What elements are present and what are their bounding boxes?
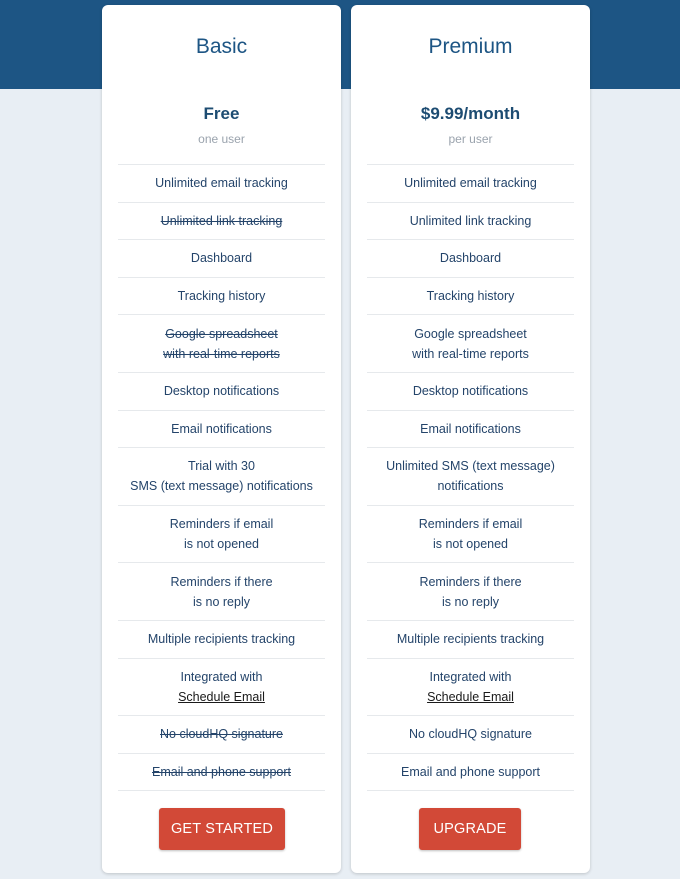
- feature-line: Multiple recipients tracking: [396, 632, 545, 647]
- feature-item: [367, 411, 574, 449]
- feature-text: [419, 572, 521, 612]
- feature-text: [191, 248, 252, 268]
- feature-line: Integrated with: [429, 669, 512, 684]
- upgrade-button[interactable]: UPGRADE: [419, 808, 521, 850]
- feature-line: Google spreadsheet: [165, 326, 278, 341]
- feature-line: Reminders if there: [170, 574, 273, 589]
- get-started-button[interactable]: GET STARTED: [159, 808, 285, 850]
- feature-line: Unlimited email tracking: [155, 176, 288, 191]
- feature-item: [367, 659, 574, 717]
- feature-text: [386, 456, 555, 496]
- feature-item: [118, 203, 325, 241]
- feature-item: [118, 240, 325, 278]
- feature-item: [367, 373, 574, 411]
- feature-line: Unlimited link tracking: [160, 213, 283, 228]
- feature-item: [367, 448, 574, 506]
- feature-line: Trial with 30: [188, 459, 255, 474]
- feature-text: [163, 324, 280, 364]
- feature-line: with real-time reports: [163, 346, 280, 361]
- feature-item: [118, 659, 325, 717]
- feature-text: [148, 629, 295, 649]
- feature-item: [367, 278, 574, 316]
- plan-card-premium: [351, 5, 590, 873]
- feature-text: [164, 381, 279, 401]
- feature-text: [397, 629, 544, 649]
- plan-price: $9.99/month: [420, 104, 521, 123]
- feature-item: [118, 621, 325, 659]
- feature-item: [367, 240, 574, 278]
- feature-line: Tracking history: [426, 289, 515, 304]
- feature-text: [410, 211, 532, 231]
- feature-item: [367, 203, 574, 241]
- feature-line: Unlimited SMS (text message): [386, 459, 555, 474]
- feature-line: Reminders if there: [419, 574, 522, 589]
- feature-line: Dashboard: [439, 251, 502, 266]
- feature-line: Email and phone support: [152, 765, 291, 780]
- feature-text: [409, 724, 532, 744]
- feature-item: [118, 754, 325, 792]
- feature-list: [118, 164, 325, 791]
- feature-list: [367, 164, 574, 791]
- feature-item: [118, 165, 325, 203]
- feature-text: [404, 173, 537, 193]
- feature-line: Desktop notifications: [412, 384, 529, 399]
- feature-item: [118, 411, 325, 449]
- feature-text: [152, 762, 291, 782]
- feature-line: is not opened: [432, 537, 509, 552]
- feature-item: [118, 278, 325, 316]
- feature-line: is no reply: [442, 594, 499, 609]
- feature-text: [155, 173, 288, 193]
- feature-text: [427, 667, 514, 707]
- feature-text: [401, 762, 540, 782]
- feature-line: No cloudHQ signature: [160, 727, 283, 742]
- feature-line: Email and phone support: [401, 765, 540, 780]
- feature-item: [367, 621, 574, 659]
- feature-item: [367, 716, 574, 754]
- feature-line: [178, 687, 265, 707]
- feature-item: [367, 165, 574, 203]
- feature-line: Tracking history: [177, 289, 266, 304]
- feature-text: [413, 381, 528, 401]
- feature-text: [130, 456, 313, 496]
- feature-line: Desktop notifications: [163, 384, 280, 399]
- feature-line: Email notifications: [171, 421, 272, 436]
- plan-price-subtitle: one user: [198, 132, 245, 146]
- feature-item: [367, 315, 574, 373]
- feature-line: Multiple recipients tracking: [147, 632, 296, 647]
- feature-line: Dashboard: [190, 251, 253, 266]
- feature-text: [160, 724, 283, 744]
- feature-line: Reminders if email: [418, 517, 523, 532]
- feature-item: [367, 563, 574, 621]
- feature-line: is no reply: [193, 594, 250, 609]
- plan-name: Premium: [428, 35, 513, 58]
- feature-line: Email notifications: [420, 421, 521, 436]
- feature-item: [118, 506, 325, 564]
- plan-name: Basic: [195, 35, 248, 58]
- plan-price: Free: [203, 104, 240, 123]
- feature-text: [161, 211, 283, 231]
- feature-text: [412, 324, 529, 364]
- feature-text: [420, 419, 521, 439]
- feature-line: [427, 687, 514, 707]
- feature-line: with real-time reports: [412, 346, 529, 361]
- schedule-email-link[interactable]: Schedule Email: [427, 689, 514, 704]
- schedule-email-link[interactable]: Schedule Email: [178, 689, 265, 704]
- feature-line: Unlimited link tracking: [409, 213, 532, 228]
- feature-item: [118, 448, 325, 506]
- feature-item: [118, 373, 325, 411]
- feature-text: [170, 572, 272, 612]
- feature-item: [367, 506, 574, 564]
- plan-card-basic: [102, 5, 341, 873]
- plan-price-subtitle: per user: [448, 132, 493, 146]
- feature-item: [118, 716, 325, 754]
- feature-text: [170, 514, 274, 554]
- feature-text: [178, 286, 266, 306]
- feature-text: [427, 286, 515, 306]
- feature-line: Integrated with: [180, 669, 263, 684]
- feature-item: [118, 315, 325, 373]
- feature-line: No cloudHQ signature: [409, 727, 532, 742]
- feature-line: Reminders if email: [169, 517, 274, 532]
- feature-text: [171, 419, 272, 439]
- feature-line: notifications: [437, 479, 504, 494]
- feature-text: [440, 248, 501, 268]
- feature-line: SMS (text message) notifications: [130, 479, 313, 494]
- feature-text: [419, 514, 523, 554]
- feature-item: [367, 754, 574, 792]
- feature-text: [178, 667, 265, 707]
- feature-line: is not opened: [183, 537, 260, 552]
- feature-line: Unlimited email tracking: [404, 176, 537, 191]
- feature-line: Google spreadsheet: [414, 326, 527, 341]
- feature-item: [118, 563, 325, 621]
